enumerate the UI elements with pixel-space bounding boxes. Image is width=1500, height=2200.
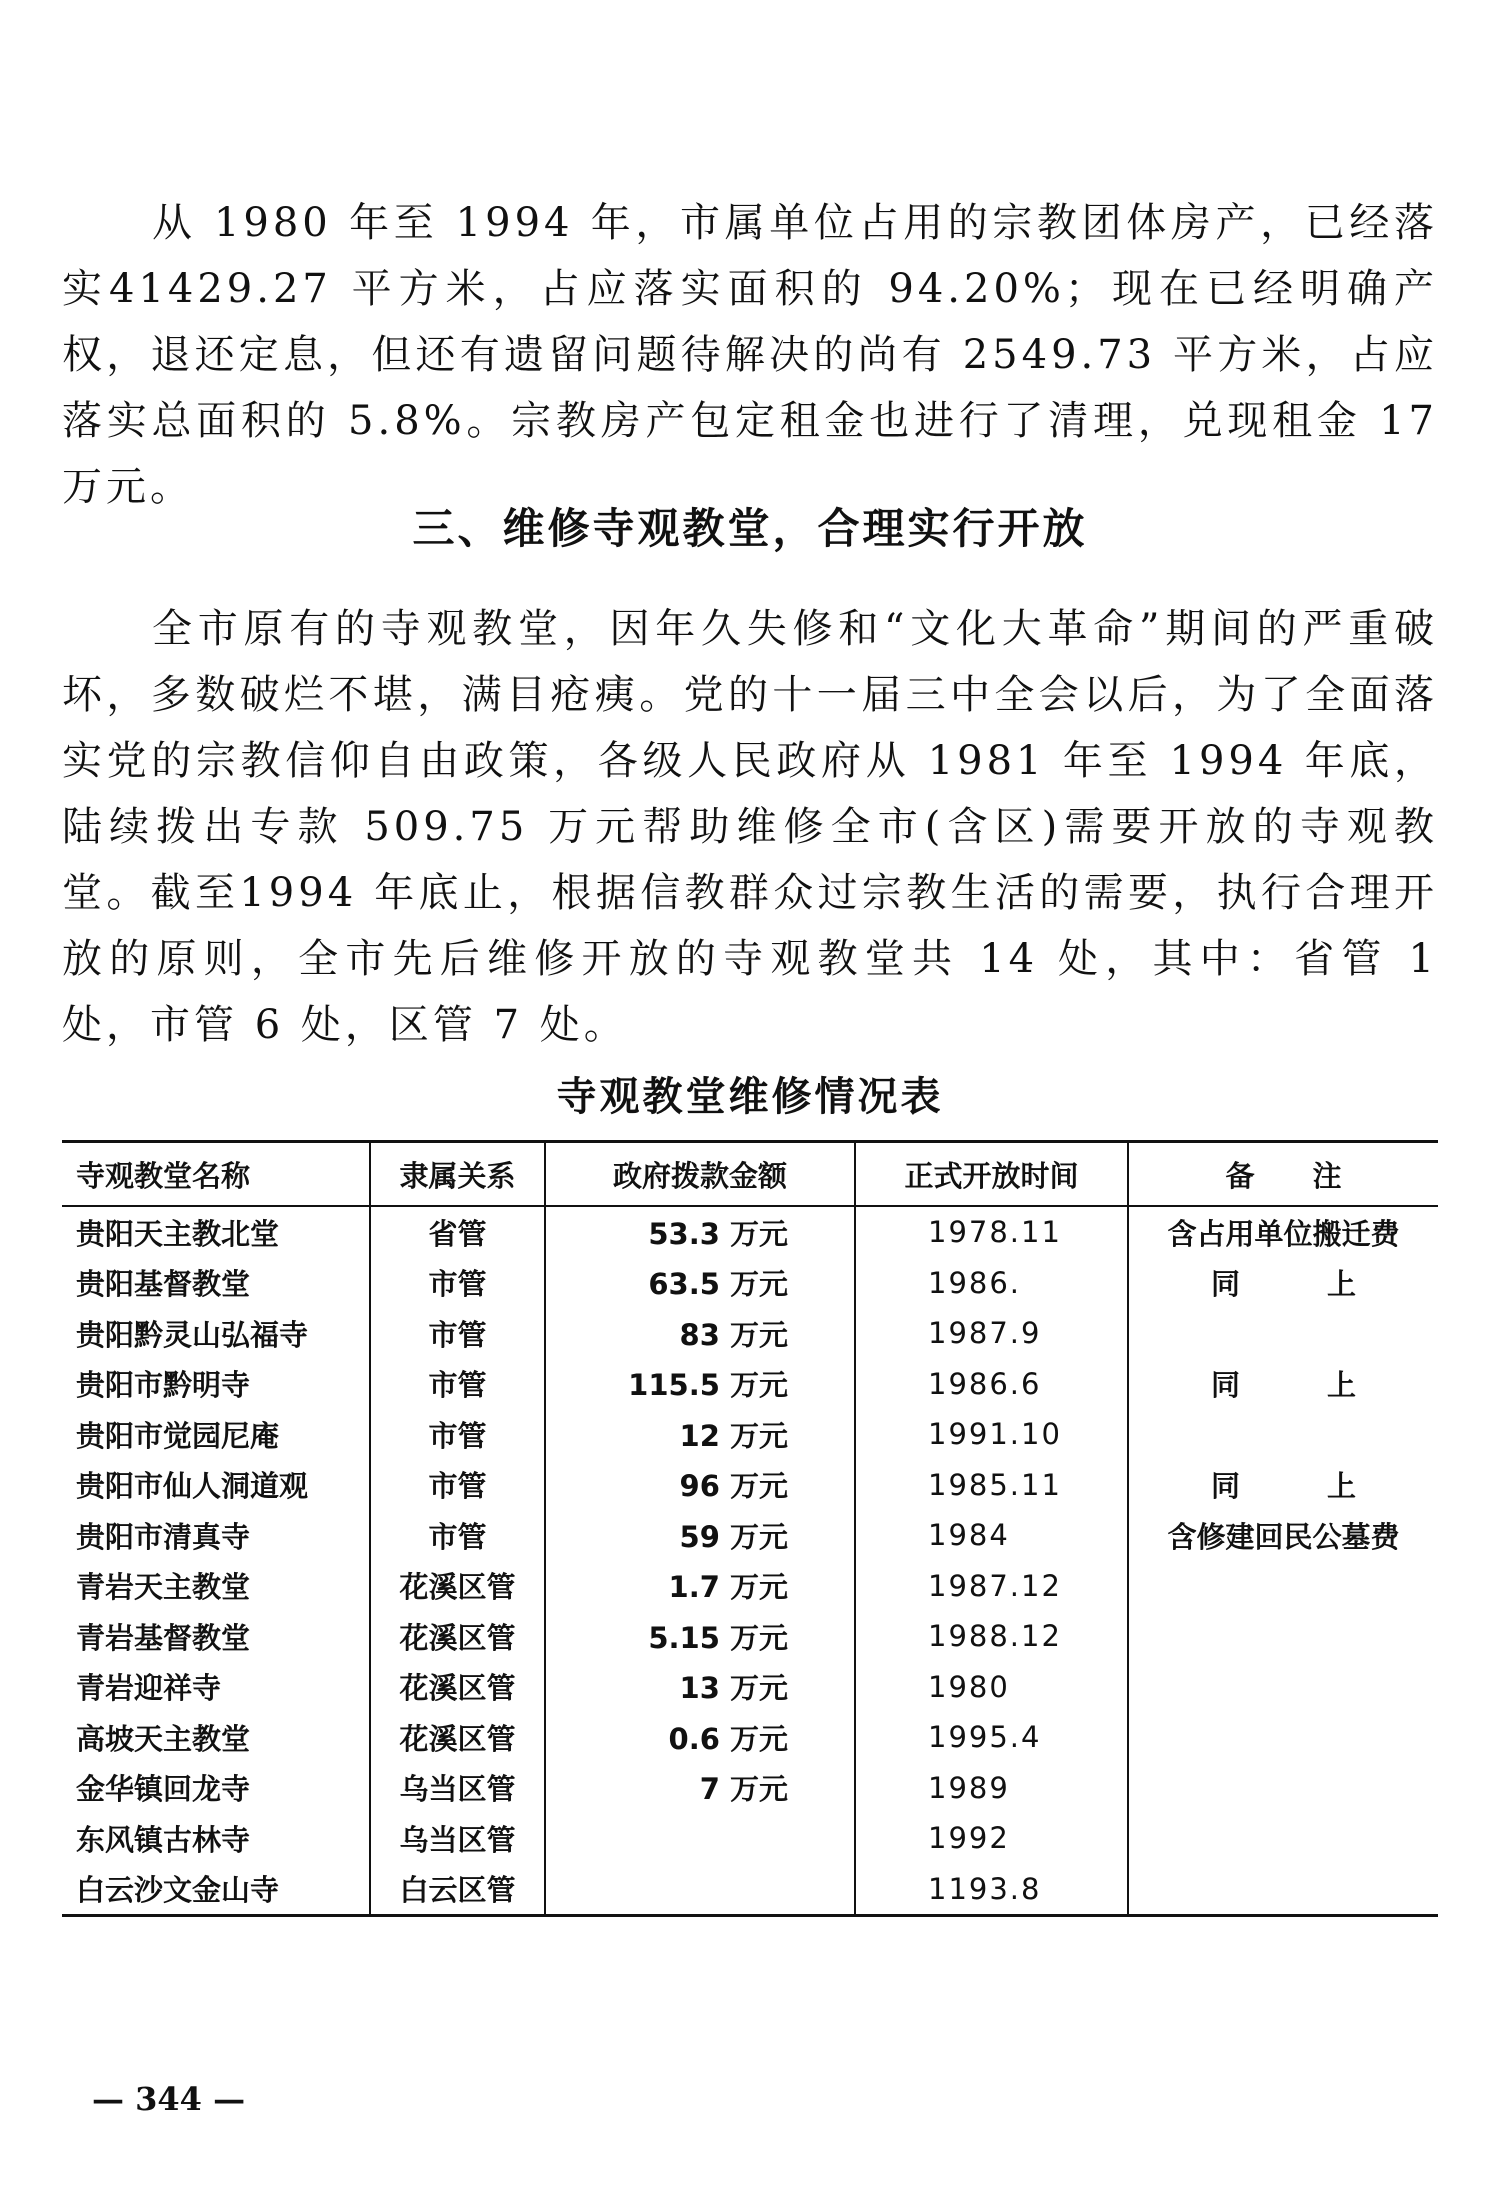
table-row [62,1510,1438,1561]
cell-amount: 1.7 万元 [545,1561,855,1612]
table-row [62,1258,1438,1309]
cell-name: 贵阳市黔明寺 [76,1368,251,1403]
cell-open-date: 1991.10 [855,1409,1128,1460]
cell-note [1128,1308,1438,1359]
cell-amount: 5.15 万元 [545,1611,855,1662]
cell-amount [545,1813,855,1864]
cell-note: 同 上 [1128,1460,1438,1511]
cell-open-date: 1984 [855,1510,1128,1561]
table-row [62,1662,1438,1713]
cell-affiliation: 花溪区管 [370,1712,545,1763]
cell-name: 高坡天主教堂 [76,1721,251,1756]
cell-note [1128,1813,1438,1864]
header-note: 备 注 [1128,1142,1438,1207]
cell-note [1128,1561,1438,1612]
table-row [62,1864,1438,1916]
cell-name: 白云沙文金山寺 [76,1873,280,1908]
cell-affiliation: 乌当区管 [370,1813,545,1864]
cell-affiliation: 市管 [370,1308,545,1359]
cell-amount: 53.3 万元 [545,1206,855,1258]
cell-affiliation: 花溪区管 [370,1561,545,1612]
cell-note: 含修建回民公墓费 [1128,1510,1438,1561]
cell-affiliation: 市管 [370,1258,545,1309]
table-row [62,1712,1438,1763]
header-amount: 政府拨款金额 [545,1142,855,1207]
cell-note [1128,1712,1438,1763]
repair-table [62,1140,1438,1917]
cell-open-date: 1978.11 [855,1206,1128,1258]
cell-note [1128,1611,1438,1662]
table-row [62,1359,1438,1410]
cell-affiliation: 市管 [370,1359,545,1410]
cell-affiliation: 乌当区管 [370,1763,545,1814]
cell-amount: 12 万元 [545,1409,855,1460]
cell-name: 青岩天主教堂 [76,1570,251,1605]
cell-open-date: 1986. [855,1258,1128,1309]
cell-affiliation: 市管 [370,1409,545,1460]
cell-open-date: 1986.6 [855,1359,1128,1410]
cell-amount: 96 万元 [545,1460,855,1511]
cell-affiliation: 花溪区管 [370,1662,545,1713]
cell-affiliation: 省管 [370,1206,545,1258]
table-header-row [62,1142,1438,1207]
cell-name: 贵阳市清真寺 [76,1519,251,1554]
cell-affiliation: 市管 [370,1460,545,1511]
cell-amount: 83 万元 [545,1308,855,1359]
cell-name: 贵阳天主教北堂 [76,1216,280,1251]
table-row [62,1611,1438,1662]
cell-open-date: 1980 [855,1662,1128,1713]
table-row [62,1763,1438,1814]
table-row [62,1460,1438,1511]
page-number: — 344 — [92,2080,246,2118]
header-open-date: 正式开放时间 [855,1142,1128,1207]
cell-note [1128,1864,1438,1916]
cell-name: 贵阳市仙人洞道观 [76,1469,309,1504]
cell-note: 同 上 [1128,1258,1438,1309]
cell-open-date: 1985.11 [855,1460,1128,1511]
cell-name: 青岩迎祥寺 [76,1671,222,1706]
cell-note [1128,1409,1438,1460]
cell-name: 东风镇古林寺 [76,1822,251,1857]
cell-amount: 63.5 万元 [545,1258,855,1309]
section-heading: 三、维修寺观教堂，合理实行开放 [412,504,1088,553]
cell-open-date: 1989 [855,1763,1128,1814]
paragraph-2: 全市原有的寺观教堂，因年久失修和“文化大革命”期间的严重破坏，多数破烂不堪，满目疮痍。党的十一届三中全会以后，为了全面落实党的宗教信仰自由政策，各级人民政府从 1981 年至 1994 年底，陆续拨出专款 509.75 万元帮助维修全市(含区)需要开放的寺观教堂。截至1994 年底止，根据信教群众过宗教生活的需要，执行合理开放的原则，全市先后维修开放的寺观教堂共 14 处，其中：省管 1 处，市管 6 处，区管 7 处。 [62,606,1438,1048]
cell-open-date: 1193.8 [855,1864,1128,1916]
cell-amount: 59 万元 [545,1510,855,1561]
cell-note: 同 上 [1128,1359,1438,1410]
table-row [62,1813,1438,1864]
table-row [62,1206,1438,1258]
header-affiliation: 隶属关系 [370,1142,545,1207]
cell-note: 含占用单位搬迁费 [1128,1206,1438,1258]
cell-amount: 0.6 万元 [545,1712,855,1763]
cell-affiliation: 白云区管 [370,1864,545,1916]
cell-affiliation: 市管 [370,1510,545,1561]
cell-open-date: 1995.4 [855,1712,1128,1763]
cell-note [1128,1763,1438,1814]
cell-open-date: 1987.12 [855,1561,1128,1612]
cell-amount [545,1864,855,1916]
cell-amount: 115.5 万元 [545,1359,855,1410]
table-row [62,1308,1438,1359]
cell-open-date: 1992 [855,1813,1128,1864]
cell-affiliation: 花溪区管 [370,1611,545,1662]
table-title: 寺观教堂维修情况表 [556,1074,944,1120]
cell-open-date: 1988.12 [855,1611,1128,1662]
header-name: 寺观教堂名称 [76,1158,251,1193]
cell-name: 金华镇回龙寺 [76,1772,251,1807]
cell-open-date: 1987.9 [855,1308,1128,1359]
paragraph-1: 从 1980 年至 1994 年，市属单位占用的宗教团体房产，已经落实41429.27 平方米，占应落实面积的 94.20%；现在已经明确产权，退还定息，但还有遗留问题待解决的尚有 2549.73 平方米，占应落实总面积的 5.8%。宗教房产包定租金也进行了清理，兑现租金 17 万元。 [62,200,1438,510]
cell-note [1128,1662,1438,1713]
cell-amount: 13 万元 [545,1662,855,1713]
cell-amount: 7 万元 [545,1763,855,1814]
cell-name: 青岩基督教堂 [76,1620,251,1655]
cell-name: 贵阳市觉园尼庵 [76,1418,280,1453]
table-row [62,1561,1438,1612]
cell-name: 贵阳基督教堂 [76,1267,251,1302]
cell-name: 贵阳黔灵山弘福寺 [76,1317,309,1352]
table-row [62,1409,1438,1460]
